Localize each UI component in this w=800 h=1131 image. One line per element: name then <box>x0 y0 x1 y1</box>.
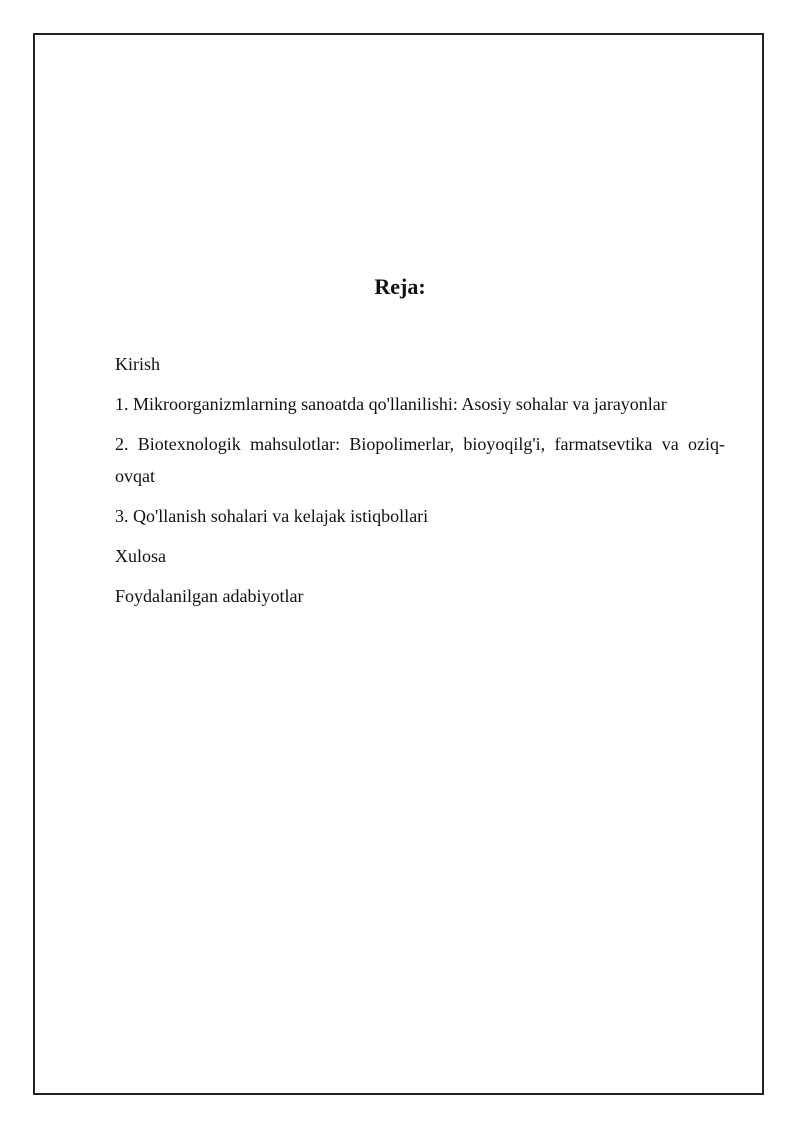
toc-item-section-3: 3. Qo'llanish sohalari va kelajak istiqbollari <box>115 506 429 526</box>
toc-item-introduction: Kirish <box>115 354 160 374</box>
table-of-contents <box>115 348 725 620</box>
page-title: Reja: <box>374 274 426 299</box>
toc-item-section-1: 1. Mikroorganizmlarning sanoatda qo'llanilishi: Asosiy sohalar va jarayonlar <box>115 394 667 414</box>
toc-item-section-2: 2. Biotexnologik mahsulotlar: Biopolimerlar, bioyoqilg'i, farmatsevtika va oziq-ovqat <box>115 434 725 486</box>
toc-item-references: Foydalanilgan adabiyotlar <box>115 586 304 606</box>
toc-item-conclusion: Xulosa <box>115 546 166 566</box>
